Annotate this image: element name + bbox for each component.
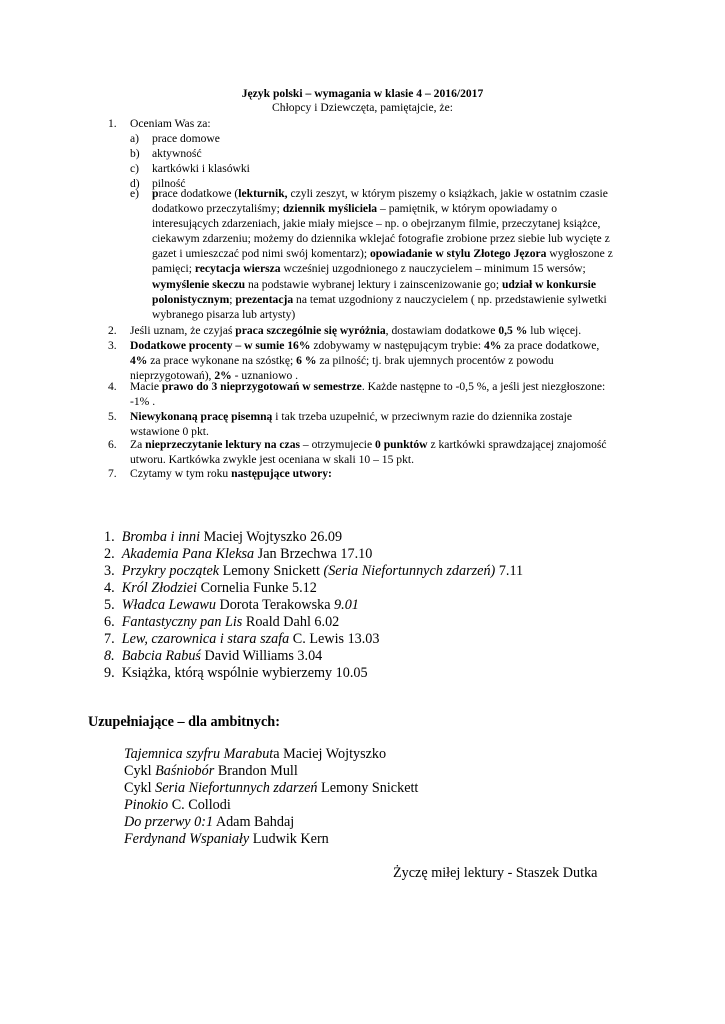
book-title: Król Złodziei: [121, 580, 198, 596]
text-run: dodatkowo przeczytaliśmy;: [152, 202, 283, 216]
text-run: na podstawie wybranej lektury i zainscenizowanie go;: [245, 277, 502, 291]
book-details: Dorota Terakowska: [215, 597, 335, 613]
book-title: Akademia Pana Kleksa: [121, 546, 255, 562]
book-details: Cornelia Funke 5.12: [197, 580, 317, 596]
list-number: 6.: [104, 614, 115, 630]
bold-text: 6 %: [296, 354, 317, 368]
text-run: na temat uzgodniony z nauczycielem ( np. przedstawienie sylwetki: [293, 292, 607, 306]
supplementary-heading: Uzupełniające – dla ambitnych:: [88, 714, 280, 730]
text-line: wstawione 0 pkt.: [130, 425, 209, 439]
list-item: [124, 830, 329, 848]
text-run: z kartkówki sprawdzającej znajomość: [427, 438, 607, 451]
text-run: – otrzymujecie: [300, 438, 376, 451]
list-item: [104, 579, 317, 597]
bold-text: 4%: [130, 354, 148, 368]
book-details: C. Lewis 13.03: [289, 631, 380, 647]
text-run: Macie: [130, 380, 162, 393]
book-title: Baśniobór: [155, 763, 215, 779]
bold-text: opowiadanie w stylu Złotego Jęzora: [369, 247, 547, 261]
book-date: 7.11: [495, 563, 524, 579]
bold-text: 0 punktów: [375, 438, 428, 451]
text-run: Jeśli uznam, że czyjaś: [130, 324, 236, 337]
book-date: 9.01: [334, 597, 359, 613]
bold-text: wymyślenie skeczu: [152, 277, 246, 291]
bold-text: lekturnik,: [238, 187, 288, 200]
rule-number: 3.: [108, 339, 117, 352]
bold-text: dziennik myśliciela: [282, 202, 378, 216]
list-item: [124, 762, 298, 780]
text-run: czyli zeszyt, w którym piszemy o książkach, jakie w ostatnim czasie: [287, 187, 608, 200]
rule-text: [130, 338, 599, 383]
text-line: -1% .: [130, 395, 156, 409]
list-item: [124, 796, 231, 814]
text-run: – pamiętnik, w którym opowiadamy o: [377, 202, 558, 216]
book-title: Lew, czarownica i stara szafa: [121, 631, 290, 647]
list-item: [104, 596, 359, 614]
page-title: Język polski – wymagania w klasie 4 – 2016/2017: [241, 87, 484, 100]
bold-text: polonistycznym: [152, 292, 230, 306]
book-title: Ferdynand Wspaniały: [124, 831, 250, 847]
rule-number: 4.: [108, 380, 117, 393]
rule-text: [130, 466, 332, 481]
text-run: lub więcej.: [527, 324, 582, 337]
text-line: ciekawym zdarzeniu; możemy do dziennika wklejać fotografie zrobione przez siebie lub wycięte z: [152, 232, 610, 246]
text-run: . Każde następne to -0,5 %, a jeśli jest niezgłoszone:: [361, 380, 606, 393]
text-run: nieprzygotowań),: [130, 369, 215, 383]
list-item: [124, 779, 418, 797]
list-number: 8.: [104, 648, 115, 664]
rule-text: [130, 379, 605, 409]
book-title: Przykry początek: [121, 563, 220, 579]
list-item: [124, 813, 294, 831]
bold-text: 2%: [214, 369, 232, 383]
bold-text: udział w konkursie: [501, 277, 597, 291]
series-name: (Seria Niefortunnych zdarzeń): [323, 563, 496, 579]
text-run: ;: [229, 292, 236, 306]
book-details: Lemony Snickett: [219, 563, 324, 579]
rule-number: 2.: [108, 324, 117, 337]
bold-text: p: [152, 187, 159, 200]
text-run: , dostawiam dodatkowe: [385, 324, 499, 337]
book-details: Lemony Snickett: [317, 780, 419, 796]
list-item: [104, 664, 368, 682]
text-run: Za: [130, 438, 146, 451]
bold-text: nieprzeczytanie lektury na czas: [145, 438, 301, 451]
text-run: race dodatkowe (: [158, 187, 239, 200]
rule-text: [130, 409, 572, 439]
text-line: wybranego pisarza lub artysty): [152, 307, 296, 321]
text-run: Cykl: [124, 780, 156, 796]
text-run: Czytamy w tym roku: [130, 467, 232, 480]
text-line: utworu. Kartkówka zwykle jest oceniana w skali 10 – 15 pkt.: [130, 453, 414, 467]
list-letter: b): [130, 147, 140, 160]
bold-text: Niewykonaną pracę pisemną: [130, 410, 273, 423]
list-item: prace domowe: [152, 132, 220, 145]
book-title: Babcia Rabuś: [121, 648, 201, 664]
book-details: Adam Bahdaj: [213, 814, 295, 830]
list-letter: d): [130, 177, 140, 190]
book-title: Bromba i inni: [121, 529, 201, 545]
book-details: Maciej Wojtyszko 26.09: [200, 529, 343, 545]
text-run: zdobywamy w następującym trybie:: [310, 339, 484, 352]
list-item: [124, 745, 386, 763]
list-item: [104, 528, 342, 546]
rule-text: [130, 323, 581, 338]
text-run: i tak trzeba uzupełnić, w przeciwnym razie do dziennika zostaje: [272, 410, 573, 423]
book-details: C. Collodi: [168, 797, 231, 813]
list-number: 5.: [104, 597, 115, 613]
text-run: pamięci;: [152, 262, 195, 276]
list-letter: c): [130, 162, 140, 175]
extra-work-description: [152, 186, 613, 322]
list-item: aktywność: [152, 147, 202, 160]
list-letter: e): [130, 187, 140, 200]
bold-text: recytacja wiersza: [194, 262, 281, 276]
text-run: Cykl: [124, 763, 156, 779]
text-run: gazet i umieszczać pod nimi swój komentarz);: [152, 247, 370, 261]
bold-text: prezentacja: [235, 292, 294, 306]
text-run: za prace wykonane na szóstkę;: [147, 354, 297, 368]
list-item: [104, 562, 523, 580]
list-number: 9.: [104, 665, 115, 681]
book-title: Seria Niefortunnych zdarzeń: [155, 780, 318, 796]
list-number: 7.: [104, 631, 115, 647]
book-details: Książka, którą wspólnie wybierzemy 10.05: [121, 665, 368, 681]
rule-number: 6.: [108, 438, 117, 451]
text-run: za prace dodatkowe,: [501, 339, 600, 352]
list-number: 1.: [104, 529, 115, 545]
closing-signature: Życzę miłej lektury - Staszek Dutka: [393, 865, 598, 881]
book-title: Pinokio: [124, 797, 169, 813]
text-run: za pilność; tj. brak ujemnych procentów z powodu: [316, 354, 554, 368]
book-details: a Maciej Wojtyszko: [273, 746, 387, 762]
list-item: [104, 647, 322, 665]
text-run: wygłoszone z: [546, 247, 613, 261]
page-subtitle: Chłopcy i Dziewczęta, pamiętajcie, że:: [272, 101, 453, 114]
book-details: Jan Brzechwa 17.10: [254, 546, 373, 562]
rule-number: 1.: [108, 117, 117, 130]
book-title: Fantastyczny pan Lis: [121, 614, 243, 630]
book-details: Ludwik Kern: [249, 831, 329, 847]
text-line: interesujących zdarzeniach, jakie miały miejsce – np. o obejrzanym filmie, przeczytanej książce,: [152, 217, 601, 231]
book-title: Do przerwy 0:1: [124, 814, 214, 830]
list-item: [104, 545, 372, 563]
text-run: wcześniej uzgodnionego z nauczycielem – minimum 15 wersów;: [280, 262, 586, 276]
book-details: Brandon Mull: [214, 763, 298, 779]
list-letter: a): [130, 132, 140, 145]
rule-text: Oceniam Was za:: [130, 117, 211, 130]
book-details: Roald Dahl 6.02: [242, 614, 340, 630]
list-number: 3.: [104, 563, 115, 579]
bold-text: następujące utwory:: [231, 467, 332, 480]
rule-text: [130, 437, 607, 467]
list-item: [104, 630, 380, 648]
list-number: 2.: [104, 546, 115, 562]
bold-text: 4%: [484, 339, 502, 352]
list-item: [104, 613, 339, 631]
text-run: - uznaniowo .: [231, 369, 299, 383]
rule-number: 5.: [108, 410, 117, 423]
bold-text: Dodatkowe procenty – w sumie 16%: [130, 339, 311, 352]
book-title: Władca Lewawu: [121, 597, 216, 613]
list-number: 4.: [104, 580, 115, 596]
bold-text: prawo do 3 nieprzygotowań w semestrze: [161, 380, 362, 393]
rule-number: 7.: [108, 467, 117, 480]
list-item: kartkówki i klasówki: [152, 162, 250, 175]
bold-text: 0,5 %: [498, 324, 528, 337]
bold-text: praca szczególnie się wyróżnia: [235, 324, 386, 337]
book-title: Tajemnica szyfru Marabut: [124, 746, 274, 762]
book-details: David Williams 3.04: [200, 648, 323, 664]
list-item: pilność: [152, 177, 186, 190]
